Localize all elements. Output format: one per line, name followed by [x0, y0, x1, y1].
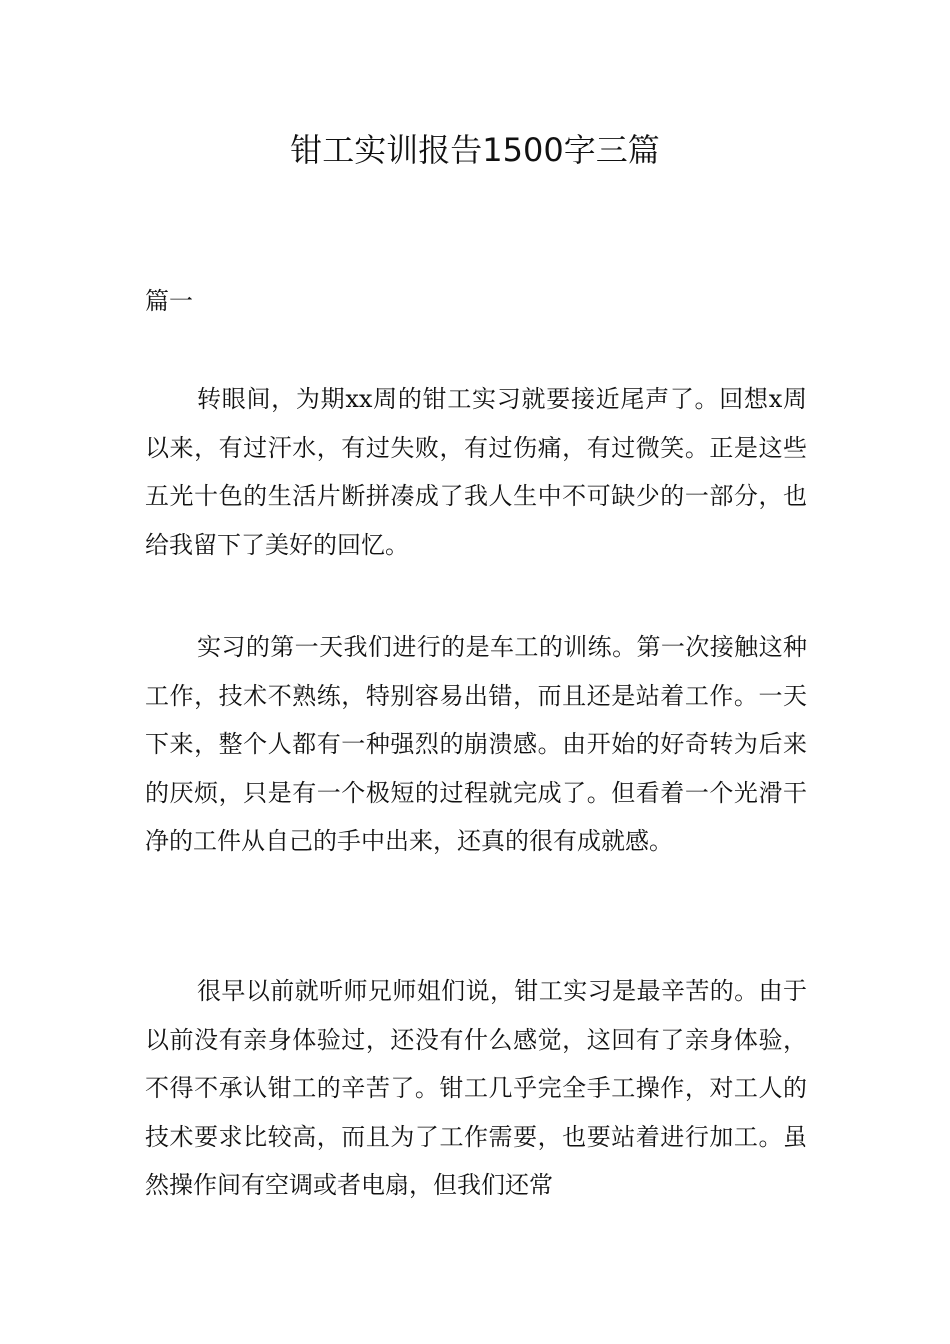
- document-title: 钳工实训报告1500字三篇: [290, 131, 660, 169]
- section-label: 篇一: [145, 287, 193, 315]
- paragraph-2: 实习的第一天我们进行的是车工的训练。第一次接触这种工作，技术不熟练，特别容易出错，而且还是站着工作。一天下来，整个人都有一种强烈的崩溃感。由开始的好奇转为后来的厌烦，只是有一个极短的过程就完成了。但看着一个光滑干净的工件从自己的手中出来，还真的很有成就感。: [145, 633, 807, 856]
- paragraph-3: 很早以前就听师兄师姐们说，钳工实习是最辛苦的。由于以前没有亲身体验过，还没有什么感觉，这回有了亲身体验，不得不承认钳工的辛苦了。钳工几乎完全手工操作，对工人的技术要求比较高，而且为了工作需要，也要站着进行加工。虽然操作间有空调或者电扇，但我们还常: [145, 977, 807, 1200]
- paragraph-1: 转眼间，为期xx周的钳工实习就要接近尾声了。回想x周以来，有过汗水，有过失败，有过伤痛，有过微笑。正是这些五光十色的生活片断拼凑成了我人生中不可缺少的一部分，也给我留下了美好的回忆。: [145, 385, 807, 559]
